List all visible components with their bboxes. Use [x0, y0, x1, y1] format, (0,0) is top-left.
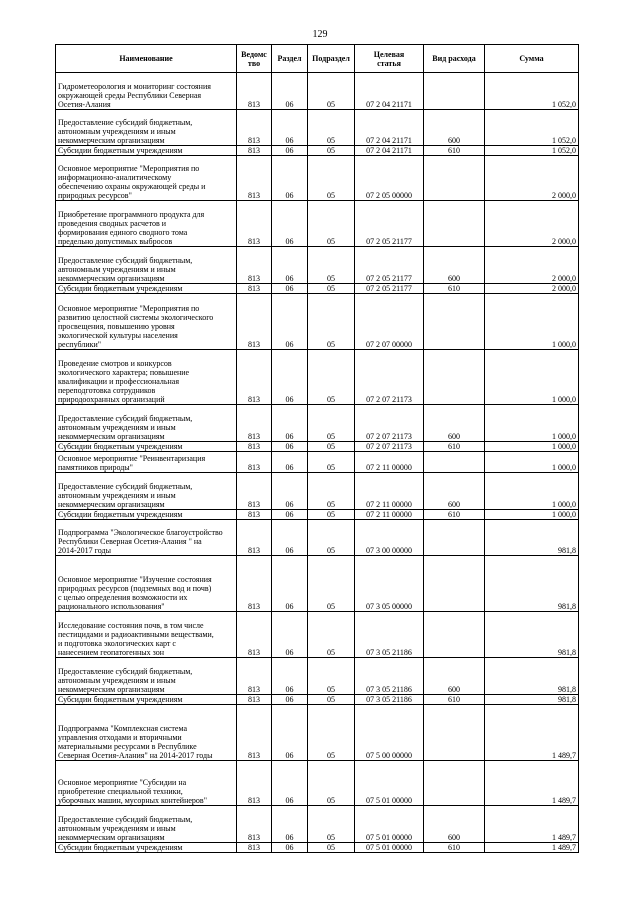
cell-name: Субсидии бюджетным учреждениям [56, 695, 237, 705]
cell-name: Субсидии бюджетным учреждениям [56, 146, 237, 156]
cell-amount: 2 000,0 [485, 284, 579, 294]
cell-amount: 1 000,0 [485, 452, 579, 473]
page-number: 129 [312, 29, 328, 40]
cell-name: Предоставление субсидий бюджетным, автономным учреждениям и иным некоммерческим организациям [56, 405, 237, 442]
table-row [56, 556, 579, 612]
table-row [56, 247, 579, 284]
cell-section: 06 [272, 247, 308, 284]
budget-table [55, 44, 579, 853]
cell-amount: 2 000,0 [485, 156, 579, 201]
table-row [56, 452, 579, 473]
cell-name: Исследование состояния почв, в том числе пестицидами и радиоактивными веществами, и подготовка экологических карт с нанесением геопатогенных зон [56, 612, 237, 658]
cell-section: 06 [272, 806, 308, 843]
table-row [56, 806, 579, 843]
cell-subsection: 05 [308, 284, 355, 294]
cell-section: 06 [272, 110, 308, 146]
cell-expense-type: 600 [424, 473, 485, 510]
cell-amount: 1 000,0 [485, 405, 579, 442]
cell-subsection: 05 [308, 350, 355, 405]
cell-target-item: 07 3 00 00000 [355, 520, 424, 556]
table-row [56, 473, 579, 510]
cell-subsection: 05 [308, 510, 355, 520]
cell-name: Основное мероприятие "Мероприятия по развитию целостной системы экологического просвещения, повышению уровня экологической культуры населения республики" [56, 294, 237, 350]
cell-expense-type: 610 [424, 442, 485, 452]
cell-target-item: 07 5 00 00000 [355, 705, 424, 761]
cell-subsection: 05 [308, 294, 355, 350]
table-row [56, 705, 579, 761]
cell-name: Предоставление субсидий бюджетным, автономным учреждениям и иным некоммерческим организациям [56, 658, 237, 695]
cell-amount: 1 000,0 [485, 473, 579, 510]
cell-name: Субсидии бюджетным учреждениям [56, 843, 237, 853]
cell-department: 813 [237, 806, 272, 843]
cell-department: 813 [237, 73, 272, 110]
cell-section: 06 [272, 473, 308, 510]
cell-target-item: 07 2 05 21177 [355, 201, 424, 247]
cell-expense-type [424, 761, 485, 806]
cell-expense-type: 610 [424, 695, 485, 705]
cell-name: Подпрограмма "Комплексная система управления отходами и вторичными материальными ресурсами в Республике Северная Осетия-Алания" на 2014-2017 годы [56, 705, 237, 761]
cell-department: 813 [237, 705, 272, 761]
table-row [56, 156, 579, 201]
table-row [56, 843, 579, 853]
cell-section: 06 [272, 201, 308, 247]
cell-subsection: 05 [308, 156, 355, 201]
cell-section: 06 [272, 146, 308, 156]
cell-department: 813 [237, 201, 272, 247]
cell-name: Основное мероприятие "Мероприятия по информационно-аналитическому обеспечению охраны окружающей среды и природных ресурсов" [56, 156, 237, 201]
cell-amount: 1 000,0 [485, 350, 579, 405]
cell-expense-type [424, 201, 485, 247]
cell-subsection: 05 [308, 843, 355, 853]
table-row [56, 284, 579, 294]
table-row [56, 520, 579, 556]
cell-name: Предоставление субсидий бюджетным, автономным учреждениям и иным некоммерческим организациям [56, 473, 237, 510]
cell-department: 813 [237, 294, 272, 350]
cell-amount: 981,8 [485, 520, 579, 556]
cell-department: 813 [237, 452, 272, 473]
cell-department: 813 [237, 556, 272, 612]
cell-subsection: 05 [308, 520, 355, 556]
header-row [56, 45, 579, 73]
cell-department: 813 [237, 843, 272, 853]
cell-department: 813 [237, 350, 272, 405]
cell-target-item: 07 5 01 00000 [355, 761, 424, 806]
cell-name: Предоставление субсидий бюджетным, автономным учреждениям и иным некоммерческим организациям [56, 806, 237, 843]
cell-target-item: 07 2 04 21171 [355, 73, 424, 110]
cell-subsection: 05 [308, 73, 355, 110]
table-row [56, 201, 579, 247]
table-row [56, 695, 579, 705]
table-row [56, 405, 579, 442]
cell-amount: 1 000,0 [485, 510, 579, 520]
column-header-amount: Сумма [485, 45, 579, 73]
cell-expense-type [424, 350, 485, 405]
cell-target-item: 07 2 07 21173 [355, 442, 424, 452]
cell-section: 06 [272, 556, 308, 612]
column-header-subsection: Подраздел [308, 45, 355, 73]
cell-section: 06 [272, 350, 308, 405]
table-row [56, 350, 579, 405]
cell-target-item: 07 3 05 00000 [355, 556, 424, 612]
cell-expense-type [424, 294, 485, 350]
cell-expense-type: 600 [424, 110, 485, 146]
cell-section: 06 [272, 294, 308, 350]
cell-target-item: 07 5 01 00000 [355, 806, 424, 843]
column-header-name: Наименование [56, 45, 237, 73]
cell-target-item: 07 2 04 21171 [355, 146, 424, 156]
cell-name: Основное мероприятие "Изучение состояния природных ресурсов (подземных вод и почв) с целью определения возможности их рационального использования" [56, 556, 237, 612]
cell-expense-type: 600 [424, 658, 485, 695]
column-header-target-item: Целевая статья [355, 45, 424, 73]
cell-subsection: 05 [308, 405, 355, 442]
cell-department: 813 [237, 442, 272, 452]
cell-department: 813 [237, 405, 272, 442]
cell-target-item: 07 5 01 00000 [355, 843, 424, 853]
cell-subsection: 05 [308, 556, 355, 612]
cell-expense-type: 610 [424, 146, 485, 156]
cell-amount: 1 489,7 [485, 806, 579, 843]
cell-amount: 1 052,0 [485, 110, 579, 146]
cell-amount: 981,8 [485, 612, 579, 658]
cell-amount: 981,8 [485, 658, 579, 695]
cell-section: 06 [272, 156, 308, 201]
cell-subsection: 05 [308, 442, 355, 452]
cell-amount: 1 052,0 [485, 73, 579, 110]
cell-name: Гидрометеорология и мониторинг состояния окружающей среды Республики Северная Осетия-Алания [56, 73, 237, 110]
cell-target-item: 07 3 05 21186 [355, 612, 424, 658]
cell-target-item: 07 3 05 21186 [355, 658, 424, 695]
cell-name: Субсидии бюджетным учреждениям [56, 442, 237, 452]
cell-section: 06 [272, 405, 308, 442]
cell-name: Основное мероприятие "Реинвентаризация памятников природы" [56, 452, 237, 473]
cell-amount: 1 000,0 [485, 442, 579, 452]
cell-subsection: 05 [308, 695, 355, 705]
cell-department: 813 [237, 612, 272, 658]
cell-target-item: 07 2 05 21177 [355, 284, 424, 294]
cell-expense-type [424, 156, 485, 201]
table-body [56, 73, 579, 853]
cell-subsection: 05 [308, 806, 355, 843]
cell-subsection: 05 [308, 146, 355, 156]
cell-expense-type [424, 556, 485, 612]
cell-department: 813 [237, 284, 272, 294]
cell-name: Проведение смотров и конкурсов экологического характера; повышение квалификации и профессиональная переподготовка сотрудников природоохранных организаций [56, 350, 237, 405]
cell-expense-type [424, 73, 485, 110]
cell-amount: 981,8 [485, 695, 579, 705]
table-row [56, 146, 579, 156]
cell-target-item: 07 2 07 00000 [355, 294, 424, 350]
cell-name: Основное мероприятие "Субсидии на приобретение специальной техники, уборочных машин, мусорных контейнеров" [56, 761, 237, 806]
cell-amount: 2 000,0 [485, 247, 579, 284]
cell-department: 813 [237, 110, 272, 146]
cell-subsection: 05 [308, 110, 355, 146]
cell-subsection: 05 [308, 761, 355, 806]
cell-name: Предоставление субсидий бюджетным, автономным учреждениям и иным некоммерческим организациям [56, 247, 237, 284]
table-row [56, 73, 579, 110]
cell-section: 06 [272, 843, 308, 853]
table-row [56, 442, 579, 452]
table-row [56, 510, 579, 520]
cell-amount: 1 000,0 [485, 294, 579, 350]
table-row [56, 658, 579, 695]
cell-section: 06 [272, 612, 308, 658]
cell-amount: 2 000,0 [485, 201, 579, 247]
cell-subsection: 05 [308, 658, 355, 695]
cell-target-item: 07 3 05 21186 [355, 695, 424, 705]
cell-target-item: 07 2 11 00000 [355, 510, 424, 520]
cell-department: 813 [237, 761, 272, 806]
cell-department: 813 [237, 146, 272, 156]
cell-section: 06 [272, 284, 308, 294]
cell-section: 06 [272, 442, 308, 452]
cell-section: 06 [272, 510, 308, 520]
cell-expense-type [424, 705, 485, 761]
cell-target-item: 07 2 04 21171 [355, 110, 424, 146]
cell-section: 06 [272, 705, 308, 761]
cell-name: Предоставление субсидий бюджетным, автономным учреждениям и иным некоммерческим организациям [56, 110, 237, 146]
cell-subsection: 05 [308, 247, 355, 284]
cell-amount: 1 052,0 [485, 146, 579, 156]
cell-amount: 1 489,7 [485, 843, 579, 853]
cell-subsection: 05 [308, 705, 355, 761]
cell-subsection: 05 [308, 473, 355, 510]
cell-name: Приобретение программного продукта для проведения сводных расчетов и формирования единого сводного тома предельно допустимых выбросов [56, 201, 237, 247]
table-row [56, 294, 579, 350]
cell-expense-type: 600 [424, 806, 485, 843]
cell-department: 813 [237, 247, 272, 284]
cell-department: 813 [237, 156, 272, 201]
table-row [56, 110, 579, 146]
cell-department: 813 [237, 473, 272, 510]
cell-subsection: 05 [308, 201, 355, 247]
cell-department: 813 [237, 695, 272, 705]
cell-expense-type: 610 [424, 510, 485, 520]
cell-section: 06 [272, 73, 308, 110]
cell-section: 06 [272, 520, 308, 556]
cell-target-item: 07 2 07 21173 [355, 350, 424, 405]
cell-expense-type [424, 520, 485, 556]
cell-name: Подпрограмма "Экологическое благоустройство Республики Северная Осетия-Алания " на 2014-2017 годы [56, 520, 237, 556]
cell-section: 06 [272, 695, 308, 705]
column-header-expense-type: Вид расхода [424, 45, 485, 73]
cell-subsection: 05 [308, 452, 355, 473]
cell-subsection: 05 [308, 612, 355, 658]
table-row [56, 612, 579, 658]
cell-amount: 981,8 [485, 556, 579, 612]
cell-target-item: 07 2 05 00000 [355, 156, 424, 201]
cell-target-item: 07 2 11 00000 [355, 473, 424, 510]
cell-expense-type: 610 [424, 284, 485, 294]
cell-department: 813 [237, 520, 272, 556]
column-header-department: Ведомс тво [237, 45, 272, 73]
cell-section: 06 [272, 658, 308, 695]
table-row [56, 761, 579, 806]
cell-department: 813 [237, 510, 272, 520]
cell-section: 06 [272, 761, 308, 806]
cell-target-item: 07 2 11 00000 [355, 452, 424, 473]
cell-target-item: 07 2 07 21173 [355, 405, 424, 442]
cell-expense-type [424, 452, 485, 473]
cell-target-item: 07 2 05 21177 [355, 247, 424, 284]
column-header-section: Раздел [272, 45, 308, 73]
cell-department: 813 [237, 658, 272, 695]
cell-name: Субсидии бюджетным учреждениям [56, 284, 237, 294]
cell-name: Субсидии бюджетным учреждениям [56, 510, 237, 520]
cell-expense-type: 610 [424, 843, 485, 853]
cell-section: 06 [272, 452, 308, 473]
cell-amount: 1 489,7 [485, 705, 579, 761]
cell-expense-type: 600 [424, 405, 485, 442]
cell-expense-type: 600 [424, 247, 485, 284]
cell-expense-type [424, 612, 485, 658]
cell-amount: 1 489,7 [485, 761, 579, 806]
